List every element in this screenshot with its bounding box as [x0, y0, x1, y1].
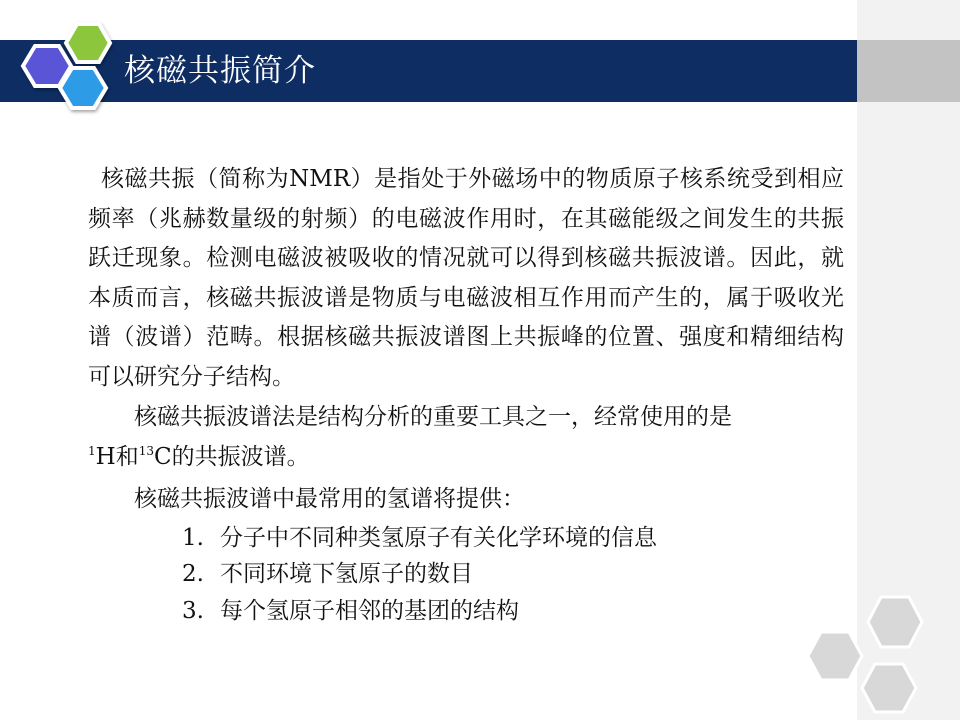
title-bar-extension — [857, 40, 960, 102]
slide-body — [88, 160, 844, 629]
list-item-number: 1. — [182, 524, 204, 551]
hexagon-sky-blue — [60, 68, 106, 108]
paragraph-nmr-tool-c: C的共振波谱。 — [153, 443, 310, 470]
hexagon-gray-top — [868, 597, 922, 647]
hexagon-logo-icon — [10, 18, 120, 124]
hexagon-green — [66, 24, 110, 62]
hydrogen-spectrum-info-list — [88, 520, 844, 630]
list-item — [182, 520, 844, 557]
superscript-1: 1 — [88, 443, 96, 458]
paragraph-nmr-tool-line-1: 核磁共振波谱法是结构分析的重要工具之一，经常使用的是 — [134, 404, 732, 430]
hexagon-gray-bottom — [862, 664, 916, 712]
hexagon-gray-left — [808, 632, 862, 680]
list-item — [182, 556, 844, 593]
list-item-text: 每个氢原子相邻的基团的结构 — [220, 597, 519, 624]
slide-title: 核磁共振简介 — [124, 53, 316, 89]
superscript-13: 13 — [138, 443, 154, 458]
list-item-text: 不同环境下氢原子的数目 — [220, 561, 473, 587]
hexagon-decoration-icon — [800, 580, 960, 720]
list-item-number: 2. — [182, 561, 204, 587]
paragraph-hydrogen-spectrum: 核磁共振波谱中最常用的氢谱将提供： — [134, 486, 525, 512]
paragraph-nmr-tool-h: H和 — [95, 443, 139, 470]
paragraph-nmr-definition: 核磁共振（简称为NMR）是指处于外磁场中的物质原子核系统受到相应频率（兆赫数量级的射频）的电磁波作用时，在其磁能级之间发生的共振跃迁现象。检测电磁波被吸收的情况就可以得到核磁共振波谱。因此，就本质而言，核磁共振波谱是物质与电磁波相互作用而产生的，属于吸收光谱（波谱）范畴。根据核磁共振波谱图上共振峰的位置、强度和精细结构可以研究分子结构。 — [88, 166, 844, 390]
list-item-number: 3. — [182, 597, 204, 624]
list-item — [182, 593, 844, 630]
list-item-text: 分子中不同种类氢原子有关化学环境的信息 — [220, 524, 657, 551]
paragraph-nmr-tool — [88, 398, 844, 477]
